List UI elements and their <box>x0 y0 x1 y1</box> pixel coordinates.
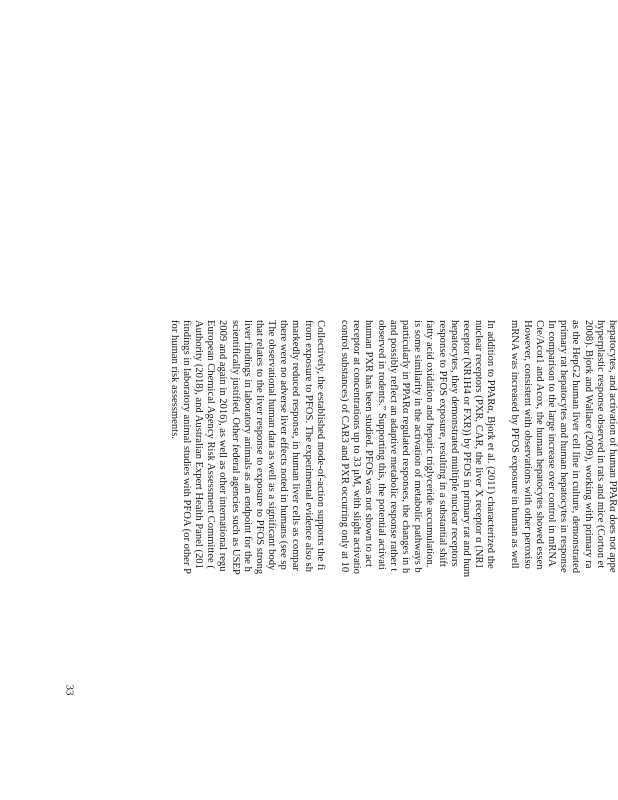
text-line: Authority (2018), and Australian Expert Health Panel (201 <box>193 320 204 569</box>
text-line: and possibly reflect an adaptive metabolic response rather t <box>387 320 399 572</box>
paragraph <box>167 320 325 800</box>
paragraph <box>338 320 496 800</box>
text-line: Cte/Acot1 and Acox, the human hepatocytes showed essen <box>533 320 545 570</box>
text-line: that relates to the liver response to exposure to PFOS strong <box>253 320 265 575</box>
text-line: hepatocytes, and activation of human PPARα does not appe <box>607 320 618 573</box>
text-line: from exposure to PFOS. The experimental evidence also sh <box>302 320 314 572</box>
text-line: markedly reduced response, in human liver cells as compar <box>290 320 302 571</box>
text-line: for human risk assessments. <box>168 320 180 439</box>
text-line: However, consistent with observations with other peroxiso <box>521 320 533 569</box>
text-line: receptor at concentrations up to 33 μM, with slight activatio <box>351 320 363 574</box>
text-line: European Chemical Agency Risk Assessment Committee ( <box>205 320 217 569</box>
text-line: fatty acid oxidation and hepatic triglyceride accumulation. <box>424 320 436 568</box>
text-line: In comparison to the large increase over control in mRNA <box>546 320 558 567</box>
text-line: receptor (NR1H4 or FXR)) by PFOS in primary rat and hum <box>460 320 472 578</box>
text-line: scientifically justified. Other federal agencies such as USEP <box>229 320 241 575</box>
text-line: liver findings in laboratory animals as an endpoint for the h <box>241 320 253 572</box>
text-line: is some similarity in the activation of metabolic pathways b <box>412 320 424 573</box>
text-line: primary rat hepatocytes and human hepatocytes in response <box>558 320 570 573</box>
body-text <box>155 320 618 800</box>
text-line: The observational human data as well as a significant body <box>266 320 278 571</box>
text-line: 2009 and again in 2016), as well as other international regu <box>217 320 229 572</box>
text-line: hepatocytes, they demonstrated multiple nuclear receptors <box>448 320 460 567</box>
text-line: control substances) of CAR3 and PXR occurring only at 10 <box>339 320 351 573</box>
text-line: In addition to PPARα, Bjork et al. (2011) characterized the <box>485 320 497 569</box>
text-line: findings in laboratory animal studies with PFOA (or other P <box>180 320 192 574</box>
page-number: 33 <box>63 684 76 696</box>
text-line: 2008). Bjork and Wallace (2009), working with primary ra <box>582 320 594 569</box>
text-line: nuclear receptors (PXR, CAR, the liver X receptor α (NR1 <box>473 320 485 569</box>
text-line: hyperplastic response observed in rats and mice (Corton et <box>594 320 606 569</box>
text-line: there were no adverse liver effects noted in humans (see sp <box>278 320 290 570</box>
text-line: human PXR has been studied. PFOS was not shown to act <box>363 320 375 567</box>
text-line: as the HepG2 human liver cell line in culture, demonstrated <box>570 320 582 573</box>
text-line: response to PFOS exposure, resulting in a substantial shift <box>436 320 448 567</box>
text-line: Collectively, the established mode-of-action supports the fi <box>314 320 326 571</box>
text-line: observed in rodents.” Supporting this, the potential activati <box>375 320 387 570</box>
paragraph <box>508 320 618 800</box>
text-line: mRNA was increased by PFOS exposure in human as well <box>509 320 521 569</box>
text-line: particularly in PPARα regulated responses, the changes in h <box>400 320 411 574</box>
